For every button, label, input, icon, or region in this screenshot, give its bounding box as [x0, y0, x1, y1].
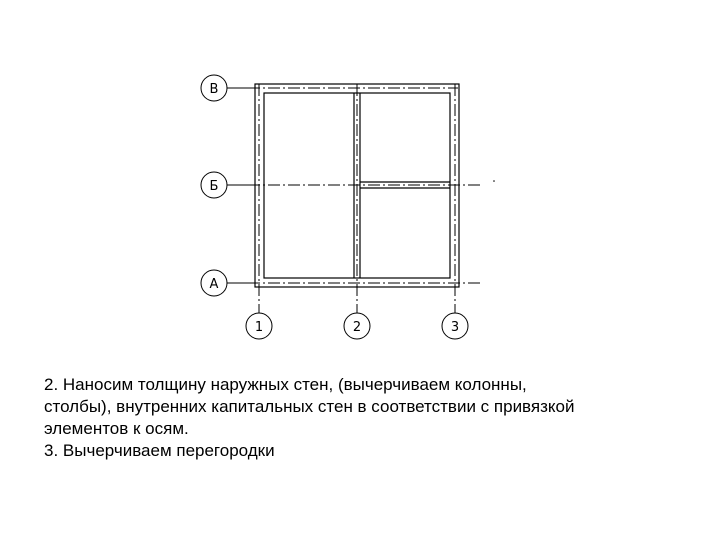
caption-line: элементов к осям.: [44, 419, 189, 438]
axis-label-row-b: Б: [209, 179, 219, 194]
axis-label-row-v: В: [209, 82, 219, 97]
caption-line: столбы), внутренних капитальных стен в соответствии с привязкой: [44, 397, 575, 416]
axis-label-col-2: 2: [352, 320, 362, 335]
axis-marker-col-2: [344, 313, 370, 339]
axis-label-col-1: 1: [254, 320, 264, 335]
axis-marker-col-1: [246, 313, 272, 339]
axis-label-row-a: А: [209, 277, 219, 292]
axis-label-col-3: 3: [450, 320, 460, 335]
axis-marker-col-3: [442, 313, 468, 339]
caption-line: 3. Вычерчиваем перегородки: [44, 441, 275, 460]
axis-marker-row-b: [201, 172, 253, 198]
axis-marker-row-v: [201, 75, 253, 101]
caption-text: [44, 374, 704, 462]
drawing-dot: [493, 180, 495, 182]
caption-line: 2. Наносим толщину наружных стен, (вычерчиваем колонны,: [44, 375, 527, 394]
axis-marker-row-a: [201, 270, 253, 296]
